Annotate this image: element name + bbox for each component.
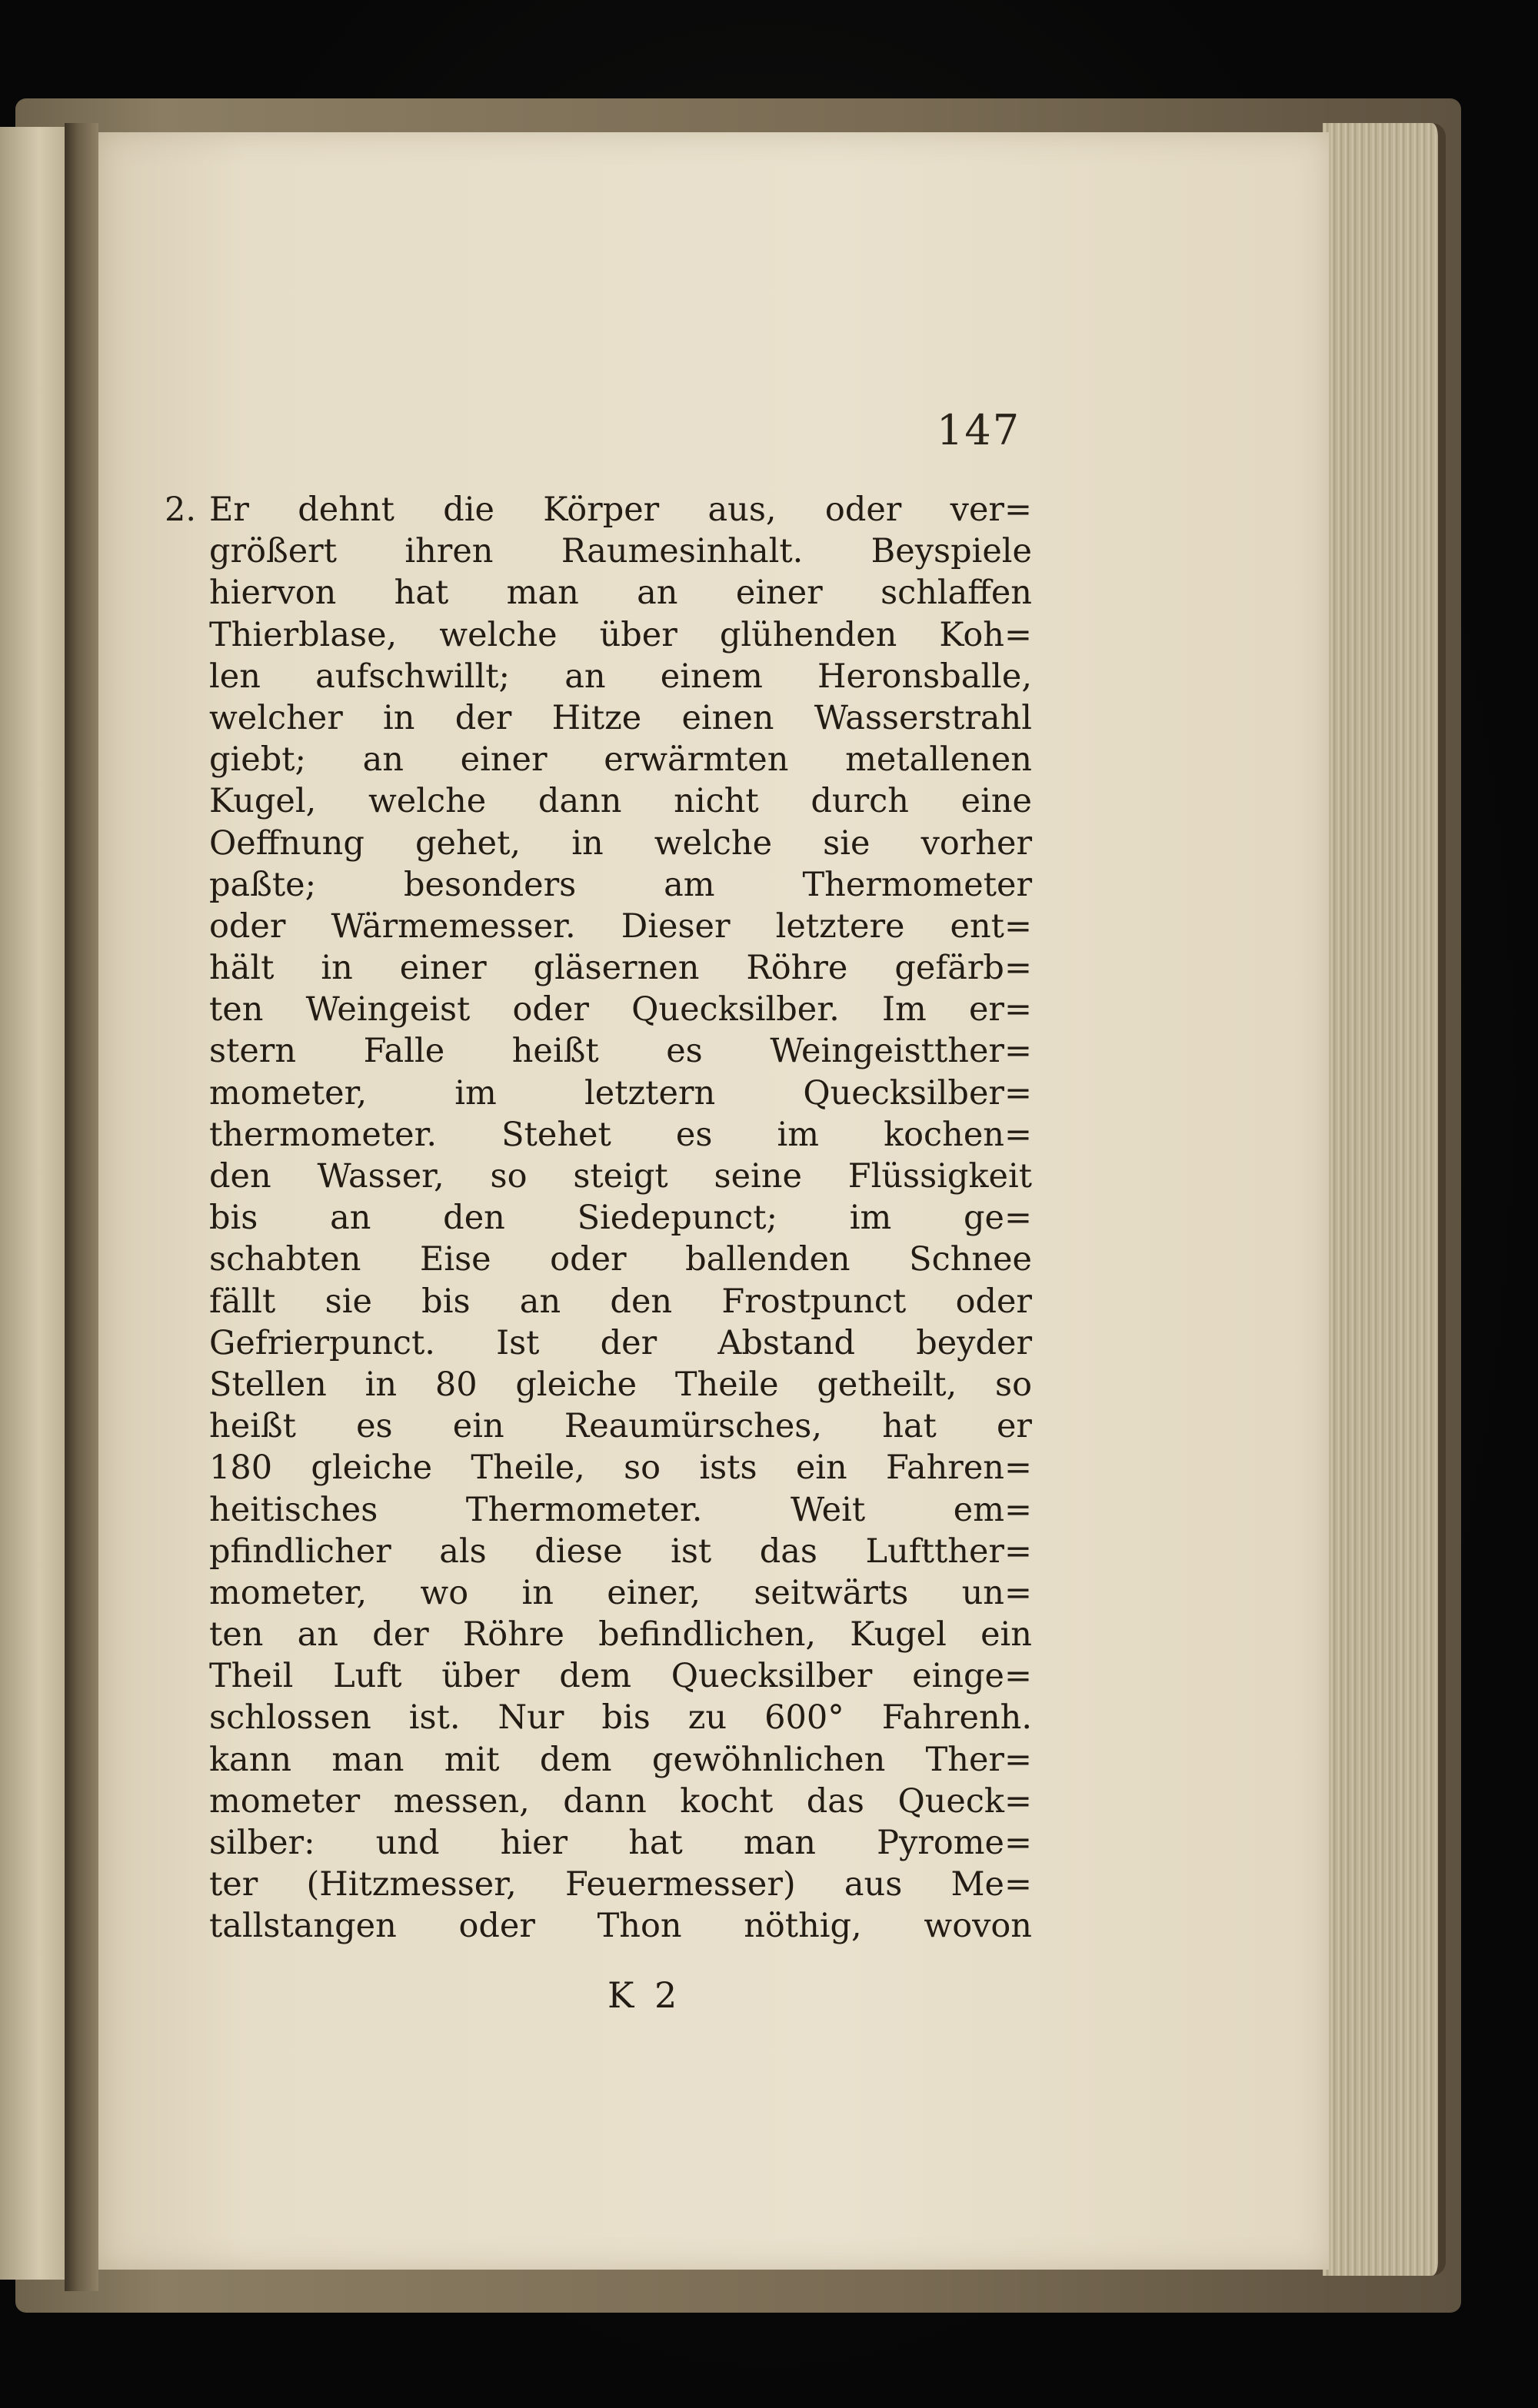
text-line: heißt es ein Reaumürsches, hat er — [209, 1407, 1032, 1446]
text-line: heitisches Thermometer. Weit em= — [209, 1490, 1032, 1529]
text-line: Oeffnung gehet, in welche sie vorher — [209, 823, 1032, 863]
page-edges — [1323, 123, 1446, 2276]
text-line: oder Wärmemesser. Dieser letztere ent= — [209, 906, 1032, 946]
text-line: Thierblase, welche über glühenden Koh= — [209, 615, 1032, 654]
text-line: kann man mit dem gewöhnlichen Ther= — [209, 1740, 1032, 1779]
text-line: mometer, wo in einer, seitwärts un= — [209, 1573, 1032, 1612]
text-line: 180 gleiche Theile, so ists ein Fahren= — [209, 1448, 1032, 1488]
text-line: pfindlicher als diese ist das Luftther= — [209, 1532, 1032, 1571]
text-line: bis an den Siedepunct; im ge= — [209, 1199, 1032, 1238]
page-number: 147 — [937, 406, 1021, 454]
text-line: größert ihren Raumesinhalt. Beyspiele — [209, 532, 1032, 571]
text-line: schabten Eise oder ballenden Schnee — [209, 1240, 1032, 1279]
text-line: paßte; besonders am Thermometer — [209, 865, 1032, 904]
text-line: ten Weingeist oder Quecksilber. Im er= — [209, 990, 1032, 1029]
left-page-edge — [0, 127, 65, 2280]
text-line: ter (Hitzmesser, Feuermesser) aus Me= — [209, 1865, 1032, 1904]
text-line: 2. Er dehnt die Körper aus, oder ver= — [165, 491, 1032, 529]
text-line: tallstangen oder Thon nöthig, wovon — [209, 1907, 1032, 1946]
text-line: stern Falle heißt es Weingeistther= — [209, 1032, 1032, 1071]
text-line: len aufschwillt; an einem Heronsballe, — [209, 657, 1032, 696]
text-line: giebt; an einer erwärmten metallenen — [209, 740, 1032, 780]
book-gutter — [65, 123, 98, 2291]
text-line: Gefrierpunct. Ist der Abstand beyder — [209, 1323, 1032, 1362]
text-line: Kugel, welche dann nicht durch eine — [209, 782, 1032, 821]
text-line: ten an der Röhre befindlichen, Kugel ein — [209, 1615, 1032, 1655]
text-line: schlossen ist. Nur bis zu 600° Fahrenh. — [209, 1698, 1032, 1738]
item-number: 2. — [165, 491, 197, 529]
text-line: mometer messen, dann kocht das Queck= — [209, 1781, 1032, 1821]
body-text — [165, 489, 1032, 1947]
text-line: fällt sie bis an den Frostpunct oder — [209, 1282, 1032, 1321]
text-line: den Wasser, so steigt seine Flüssigkeit — [209, 1157, 1032, 1196]
text-line: mometer, im letztern Quecksilber= — [209, 1073, 1032, 1113]
text-line: hält in einer gläsernen Röhre gefärb= — [209, 949, 1032, 988]
text-line: hiervon hat man an einer schlaffen — [209, 574, 1032, 613]
text-line: welcher in der Hitze einen Wasserstrahl — [209, 698, 1032, 737]
text-line: Theil Luft über dem Quecksilber einge= — [209, 1657, 1032, 1696]
text-line: thermometer. Stehet es im kochen= — [209, 1115, 1032, 1154]
signature-mark: K 2 — [608, 1974, 682, 2016]
text-line: Stellen in 80 gleiche Theile getheilt, so — [209, 1365, 1032, 1404]
text-line: silber: und hier hat man Pyrome= — [209, 1824, 1032, 1862]
